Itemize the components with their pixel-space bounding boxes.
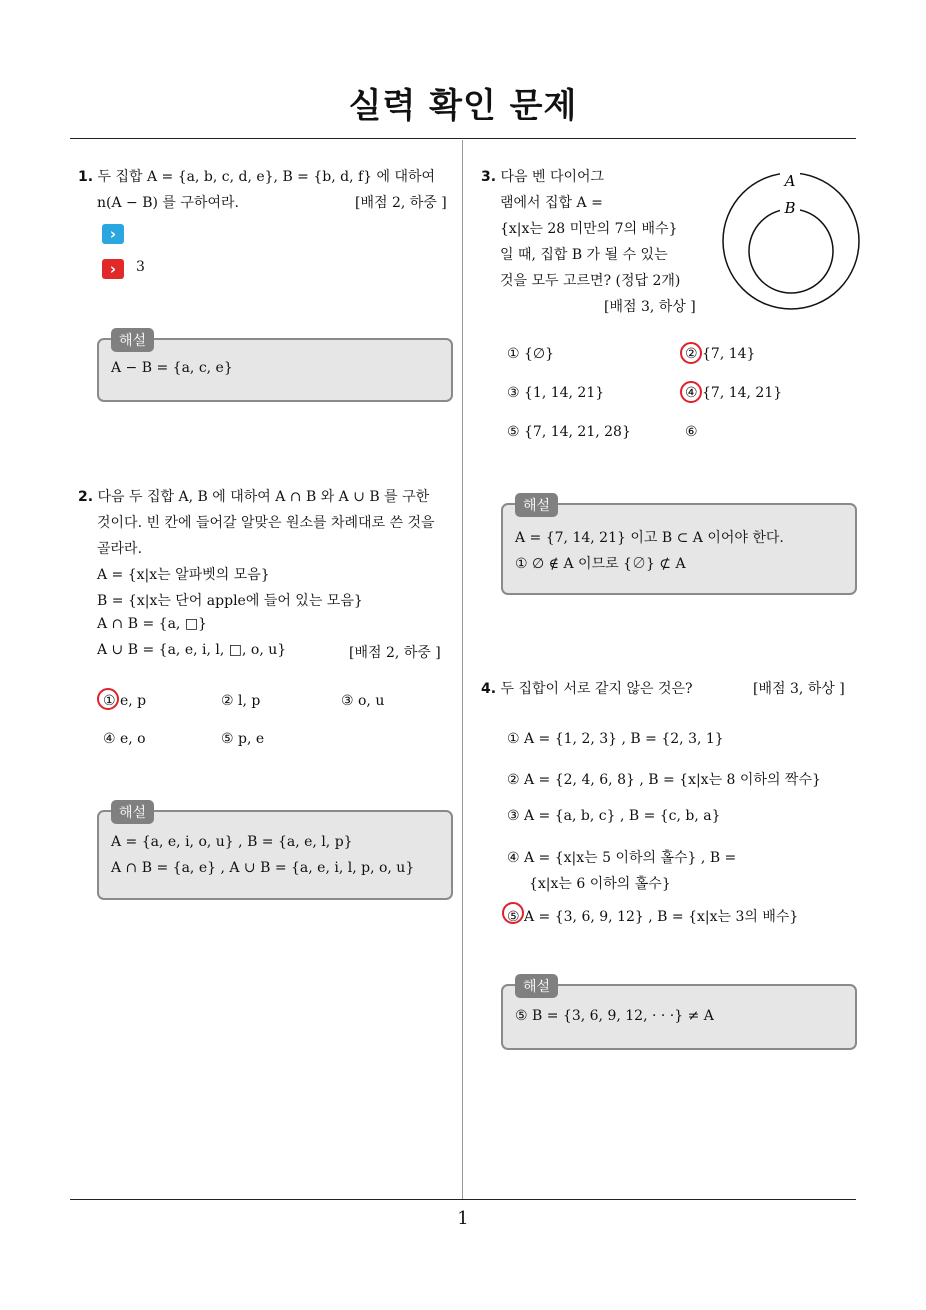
q2-set-b: B = {x|x는 단어 apple에 들어 있는 모음}	[97, 593, 363, 609]
q4-option-1[interactable]: ① A = {1, 2, 3} , B = {2, 3, 1}	[507, 731, 724, 747]
q4-option-4-cont: {x|x는 6 이하의 홀수}	[529, 876, 671, 892]
venn-outer-label: A	[784, 172, 796, 190]
q4-line1	[481, 678, 693, 698]
q3-explanation-box	[501, 498, 857, 595]
q2-line2: 것이다. 빈 칸에 들어갈 알맞은 원소를 차례대로 쓴 것을	[97, 515, 435, 531]
q3-line4: 일 때, 집합 B 가 될 수 있는	[500, 247, 668, 263]
venn-inner-circle	[749, 209, 833, 293]
q2-answer-mark	[97, 688, 119, 710]
q3-score: [배점 3, 하상 ]	[604, 299, 696, 315]
q3-answer-mark-2	[680, 342, 702, 364]
venn-inner-label: B	[784, 199, 796, 217]
q4-option-3[interactable]: ③ A = {a, b, c} , B = {c, b, a}	[507, 808, 721, 824]
q4-answer-mark	[502, 902, 524, 924]
q3-number: 3.	[481, 169, 497, 185]
q2-set-a: A = {x|x는 알파벳의 모음}	[97, 567, 270, 583]
q2-score: [배점 2, 하중 ]	[349, 645, 441, 661]
bottom-rule	[70, 1199, 856, 1200]
q2-option-1[interactable]: ① e, p	[103, 693, 147, 709]
q1-score: [배점 2, 하중 ]	[355, 195, 447, 211]
q3-line5: 것을 모두 고르면? (정답 2개)	[500, 273, 681, 289]
q3-option-6[interactable]: ⑥	[685, 424, 698, 440]
q3-explanation-line2: ① ∅ ∉ A 이므로 {∅} ⊄ A	[515, 556, 686, 572]
q3-option-3[interactable]: ③ {1, 14, 21}	[507, 385, 605, 401]
q1-explanation-box	[97, 333, 453, 402]
next-arrow-icon[interactable]: ›	[102, 224, 124, 244]
q3-line2: 램에서 집합 A =	[500, 195, 603, 211]
q2-option-2[interactable]: ② l, p	[221, 693, 261, 709]
column-divider	[462, 140, 463, 1200]
answer-arrow-icon[interactable]: ›	[102, 259, 124, 279]
q4-number: 4.	[481, 681, 497, 697]
q1-line1	[78, 166, 435, 186]
q3-explanation-line1: A = {7, 14, 21} 이고 B ⊂ A 이어야 한다.	[515, 530, 784, 546]
q2-explanation-box	[97, 805, 453, 900]
q2-option-4[interactable]: ④ e, o	[103, 731, 146, 747]
q4-score: [배점 3, 하상 ]	[753, 681, 845, 697]
q1-number: 1.	[78, 169, 94, 185]
q1-answer-value: 3	[136, 259, 145, 275]
q4-option-2[interactable]: ② A = {2, 4, 6, 8} , B = {x|x는 8 이하의 짝수}	[507, 772, 821, 788]
q3-answer-mark-4	[680, 381, 702, 403]
q2-option-5[interactable]: ⑤ p, e	[221, 731, 265, 747]
q3-option-5[interactable]: ⑤ {7, 14, 21, 28}	[507, 424, 631, 440]
q4-explanation-box	[501, 979, 857, 1050]
q3-text1: 다음 벤 다이어그	[500, 169, 605, 185]
q2-explanation-line1: A = {a, e, i, o, u} , B = {a, e, l, p}	[111, 834, 353, 850]
q2-option-3[interactable]: ③ o, u	[341, 693, 385, 709]
q4-option-5[interactable]: ⑤ A = {3, 6, 9, 12} , B = {x|x는 3의 배수}	[507, 909, 799, 925]
q2-explanation-tag: 해설	[111, 800, 154, 824]
q3-option-4[interactable]: ④ {7, 14, 21}	[685, 385, 783, 401]
q3-line1	[481, 166, 604, 186]
q4-option-4[interactable]: ④ A = {x|x는 5 이하의 홀수} , B =	[507, 850, 737, 866]
q2-line3: 골라라.	[97, 541, 143, 557]
q4-question: 두 집합이 서로 같지 않은 것은?	[500, 681, 693, 697]
q2-line1	[78, 486, 429, 506]
q1-line2: n(A − B) 를 구하여라.	[97, 195, 239, 211]
page-number: 1	[457, 1208, 469, 1229]
q1-explanation-tag: 해설	[111, 328, 154, 352]
q3-option-1[interactable]: ① {∅}	[507, 346, 555, 362]
q2-text1: 다음 두 집합 A, B 에 대하여 A ∩ B 와 A ∪ B 를 구한	[97, 489, 430, 505]
q2-intersection: A ∩ B = {a, □}	[97, 616, 207, 632]
q1-explanation-line: A − B = {a, c, e}	[111, 360, 233, 376]
top-rule	[70, 138, 856, 139]
q4-explanation-tag: 해설	[515, 974, 558, 998]
q3-venn-diagram	[718, 166, 864, 316]
q2-number: 2.	[78, 489, 94, 505]
q2-union: A ∪ B = {a, e, i, l, □, o, u}	[97, 642, 287, 658]
venn-outer-circle	[723, 173, 859, 309]
q2-explanation-line2: A ∩ B = {a, e} , A ∪ B = {a, e, i, l, p, o, u}	[111, 860, 415, 876]
q3-option-2[interactable]: ② {7, 14}	[685, 346, 756, 362]
q3-explanation-tag: 해설	[515, 493, 558, 517]
page-title: 실력 확인 문제	[348, 86, 578, 126]
q4-explanation-line: ⑤ B = {3, 6, 9, 12, · · ·} ≠ A	[515, 1008, 714, 1024]
q1-text1: 두 집합 A = {a, b, c, d, e}, B = {b, d, f} 에 대하여	[97, 169, 436, 185]
q3-line3: {x|x는 28 미만의 7의 배수}	[500, 221, 678, 237]
